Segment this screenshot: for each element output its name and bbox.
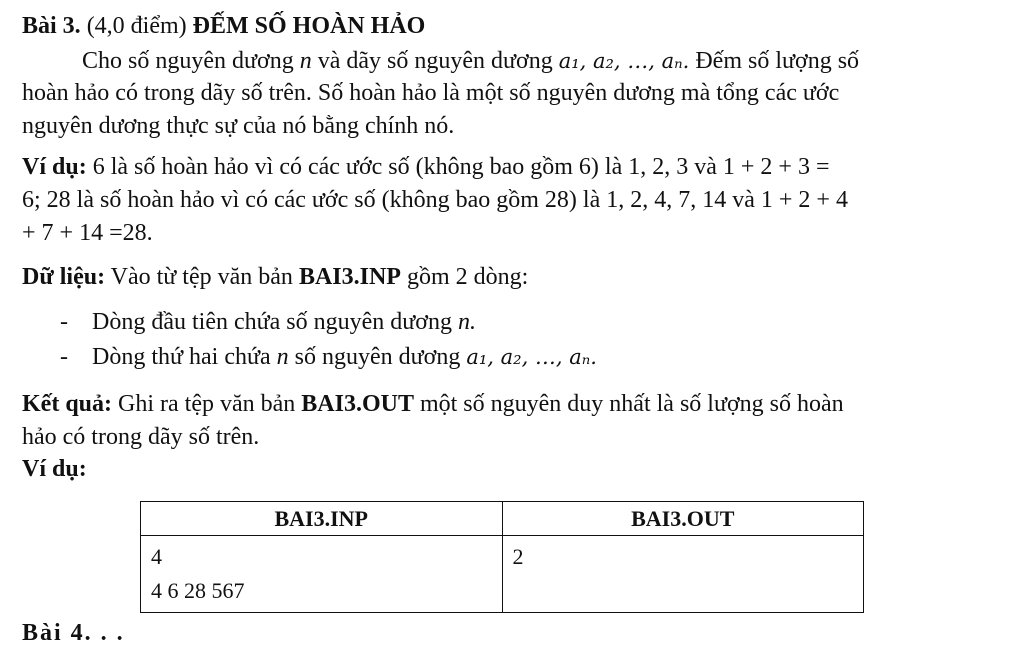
bullet-1-variable: n. xyxy=(457,309,476,335)
sample-input-line-1: 4 xyxy=(151,544,162,569)
variable-n: n xyxy=(299,48,312,74)
output-line-2: hảo có trong dãy số trên. xyxy=(22,424,260,450)
intro-text-1: Cho số nguyên dương xyxy=(82,48,294,74)
input-text-2: gồm 2 dòng: xyxy=(406,264,529,290)
bullet-2-text-1: Dòng thứ hai chứa xyxy=(92,344,271,370)
output-text-2: một số nguyên duy nhất là số lượng số hoàn xyxy=(419,391,844,417)
input-bullet-2 xyxy=(92,342,597,372)
problem-name: ĐẾM SỐ HOÀN HẢO xyxy=(192,13,426,39)
sample-label: Ví dụ: xyxy=(22,456,87,482)
sample-input-cell xyxy=(141,536,503,613)
sample-output-cell xyxy=(502,536,864,613)
input-label: Dữ liệu: xyxy=(22,264,106,290)
example-text-1: 6 là số hoàn hảo vì có các ước số (không bao gồm 6) là 1, 2, 3 và 1 + 2 + 3 = xyxy=(92,154,830,180)
output-text-1: Ghi ra tệp văn bản xyxy=(118,391,296,417)
sample-output-line-1: 2 xyxy=(512,544,524,569)
example-line-1 xyxy=(22,152,830,182)
sample-io-table xyxy=(140,501,864,613)
bullet-1-text: Dòng đầu tiên chứa số nguyên dương xyxy=(92,309,452,335)
example-line-3: + 7 + 14 =28. xyxy=(22,220,153,246)
problem-title xyxy=(22,11,425,41)
intro-text-2: và dãy số nguyên dương xyxy=(317,48,553,74)
table-row xyxy=(141,536,864,613)
header-output-file: BAI3.OUT xyxy=(502,502,864,536)
next-problem-cutoff: Bài 4. . . xyxy=(22,620,125,646)
bullet-marker-2: - xyxy=(60,344,68,370)
output-filename: BAI3.OUT xyxy=(301,391,414,417)
input-text-1: Vào từ tệp văn bản xyxy=(110,264,293,290)
intro-text-3: Đếm số lượng số xyxy=(695,48,860,74)
input-bullet-1 xyxy=(92,307,476,337)
problem-number: Bài 3. xyxy=(22,13,81,39)
bullet-2-sequence: a₁, a₂, …, aₙ. xyxy=(466,345,597,369)
bullet-2-text-2: số nguyên dương xyxy=(294,344,461,370)
problem-points: (4,0 điểm) xyxy=(86,13,187,39)
bullet-2-variable: n xyxy=(276,344,289,370)
output-description xyxy=(22,389,844,419)
input-filename: BAI3.INP xyxy=(298,264,401,290)
intro-line-1 xyxy=(82,46,859,76)
intro-line-2: hoàn hảo có trong dãy số trên. Số hoàn hảo là một số nguyên dương mà tổng các ước xyxy=(22,80,840,106)
intro-line-3: nguyên dương thực sự của nó bằng chính nó. xyxy=(22,113,455,139)
table-header-row xyxy=(141,502,864,536)
bullet-marker-1: - xyxy=(60,309,68,335)
example-label: Ví dụ: xyxy=(22,154,87,180)
sequence-formula: a₁, a₂, …, aₙ. xyxy=(558,49,690,73)
output-label: Kết quả: xyxy=(22,391,112,417)
input-description xyxy=(22,262,528,292)
sample-input-line-2: 4 6 28 567 xyxy=(151,578,245,603)
example-line-2: 6; 28 là số hoàn hảo vì có các ước số (không bao gồm 28) là 1, 2, 4, 7, 14 và 1 + 2 + 4 xyxy=(22,187,848,213)
header-input-file: BAI3.INP xyxy=(141,502,503,536)
